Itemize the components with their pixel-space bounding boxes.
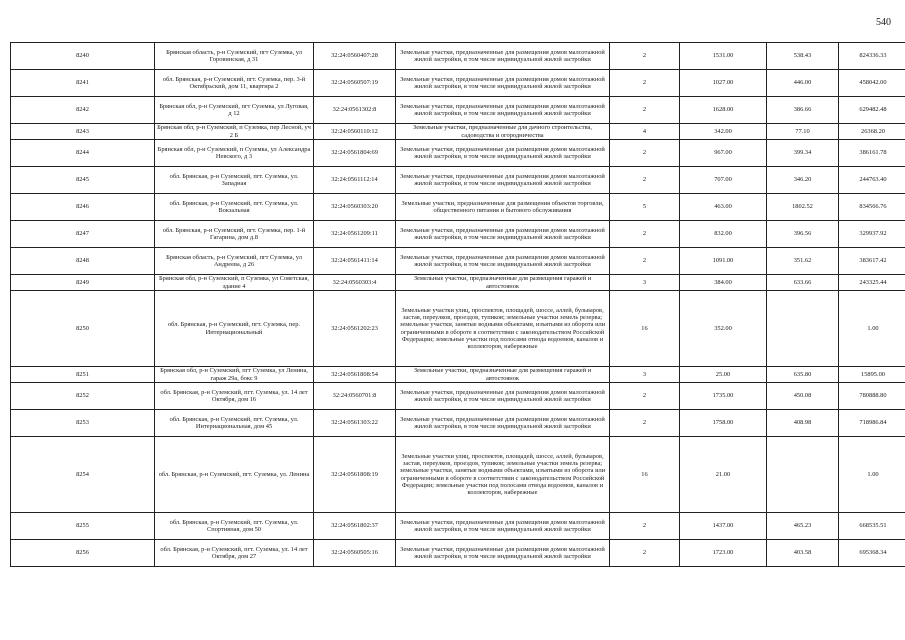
table-row: [11, 140, 905, 167]
land-use-group: 2: [610, 167, 680, 194]
cadastral-number: 32:24:0560303:4: [314, 275, 396, 291]
land-use-group: 2: [610, 383, 680, 410]
row-number: 8251: [11, 367, 155, 383]
cadastral-value: 1.00: [839, 437, 905, 513]
cadastral-value: 15895.00: [839, 367, 905, 383]
land-use-purpose: Земельные участки, предназначенные для размещения домов малоэтажной жилой застройки, в том числе индивидуальной жилой застройки: [396, 221, 610, 248]
specific-value: 351.62: [767, 248, 839, 275]
table-row: [11, 124, 905, 140]
address-cell: обл. Брянская, р-н Суземский, пгт. Суземка, ул. Интернациональная, дом 45: [155, 410, 314, 437]
land-use-purpose: Земельные участки улиц, проспектов, площадей, шоссе, аллей, бульваров, застав, переулков, проездов, тупиков; земельные участки земель резерва; земельные участки, занятые водными объектами, изъятыми из оборота или ограниченными в обороте в соответствии с законодательством Российской Федерации; земельные участки под полосами отвода водоемов, каналов и коллекторов, набережные: [396, 291, 610, 367]
land-use-group: 2: [610, 70, 680, 97]
cadastral-value: 834566.76: [839, 194, 905, 221]
cadastral-value: 1.00: [839, 291, 905, 367]
specific-value: 538.43: [767, 43, 839, 70]
specific-value: 386.66: [767, 97, 839, 124]
area-value: 384.00: [680, 275, 767, 291]
land-use-purpose: Земельные участки, предназначенные для размещения домов малоэтажной жилой застройки, в том числе индивидуальной жилой застройки: [396, 167, 610, 194]
cadastral-value: 780888.80: [839, 383, 905, 410]
land-use-group: 2: [610, 221, 680, 248]
row-number: 8243: [11, 124, 155, 140]
table-row: [11, 275, 905, 291]
address-cell: Брянская обл, р-н Суземский, пгт Суземка, ул Луговая, д 12: [155, 97, 314, 124]
land-use-group: 2: [610, 140, 680, 167]
address-cell: Брянская область, р-н Суземский, пгт Суземка, ул Андреева, д 26: [155, 248, 314, 275]
address-cell: обл. Брянская, р-н Суземский, пгт. Суземка, пер. 3-й Октябрьский, дом 11, квартира 2: [155, 70, 314, 97]
cadastral-number: 32:24:0560505:16: [314, 540, 396, 567]
land-use-purpose: Земельные участки, предназначенные для размещения домов малоэтажной жилой застройки, в том числе индивидуальной жилой застройки: [396, 70, 610, 97]
cadastral-value: 668535.51: [839, 513, 905, 540]
land-use-group: 2: [610, 540, 680, 567]
area-value: 967.00: [680, 140, 767, 167]
specific-value: 635.80: [767, 367, 839, 383]
area-value: 832.00: [680, 221, 767, 248]
specific-value: [767, 437, 839, 513]
table-row: [11, 367, 905, 383]
table-row: [11, 248, 905, 275]
cadastral-number: 32:24:0560701:8: [314, 383, 396, 410]
table-row: [11, 43, 905, 70]
land-use-group: 4: [610, 124, 680, 140]
cadastral-number: 32:24:0561209:11: [314, 221, 396, 248]
row-number: 8245: [11, 167, 155, 194]
specific-value: 446.00: [767, 70, 839, 97]
specific-value: 465.23: [767, 513, 839, 540]
land-use-purpose: Земельные участки, предназначенные для размещения объектов торговли, общественного питания и бытового обслуживания: [396, 194, 610, 221]
specific-value: [767, 291, 839, 367]
cadastral-number: 32:24:0561808:19: [314, 437, 396, 513]
land-use-group: 3: [610, 367, 680, 383]
cadastral-value: 718986.84: [839, 410, 905, 437]
area-value: 1027.00: [680, 70, 767, 97]
table-row: [11, 291, 905, 367]
land-use-group: 16: [610, 437, 680, 513]
cadastral-number: 32:24:0561202:23: [314, 291, 396, 367]
specific-value: 403.58: [767, 540, 839, 567]
row-number: 8250: [11, 291, 155, 367]
land-use-purpose: Земельные участки, предназначенные для размещения гаражей и автостоянок: [396, 367, 610, 383]
area-value: 1735.00: [680, 383, 767, 410]
row-number: 8253: [11, 410, 155, 437]
page-number: 540: [876, 17, 891, 28]
table-row: [11, 70, 905, 97]
land-use-group: 2: [610, 513, 680, 540]
address-cell: Брянская обл, р-н Суземский, п Суземка, ул Советская, здание 4: [155, 275, 314, 291]
land-use-purpose: Земельные участки, предназначенные для размещения домов малоэтажной жилой застройки, в том числе индивидуальной жилой застройки: [396, 513, 610, 540]
cadastral-value: 329937.92: [839, 221, 905, 248]
cadastral-number: 32:24:0561112:14: [314, 167, 396, 194]
table-row: [11, 410, 905, 437]
table-row: [11, 194, 905, 221]
row-number: 8256: [11, 540, 155, 567]
cadastral-value: 26368.20: [839, 124, 905, 140]
address-cell: обл. Брянская, р-н Суземский, пгт. Суземка, ул. 14 лет Октября, дом 27: [155, 540, 314, 567]
row-number: 8242: [11, 97, 155, 124]
specific-value: 450.08: [767, 383, 839, 410]
area-value: 1531.00: [680, 43, 767, 70]
specific-value: 346.20: [767, 167, 839, 194]
specific-value: 396.56: [767, 221, 839, 248]
cadastral-value: 244763.40: [839, 167, 905, 194]
land-use-group: 2: [610, 43, 680, 70]
row-number: 8252: [11, 383, 155, 410]
cadastral-number: 32:24:0561804:69: [314, 140, 396, 167]
table-row: [11, 97, 905, 124]
area-value: 707.00: [680, 167, 767, 194]
land-use-group: 16: [610, 291, 680, 367]
address-cell: обл. Брянская, р-н Суземский, пгт. Суземка, ул. 14 лет Октября, дом 16: [155, 383, 314, 410]
land-registry-table: [10, 42, 905, 567]
area-value: 463.00: [680, 194, 767, 221]
address-cell: обл. Брянская, р-н Суземский, пгт. Суземка, ул. Вокзальная: [155, 194, 314, 221]
area-value: 352.00: [680, 291, 767, 367]
land-use-purpose: Земельные участки улиц, проспектов, площадей, шоссе, аллей, бульваров, застав, переулков, проездов, тупиков; земельные участки земель резерва; земельные участки, занятые водными объектами, изъятыми из оборота или ограниченными в обороте в соответствии с законодательством Российской Федерации; земельные участки под полосами отвода водоемов, каналов и коллекторов, набережные: [396, 437, 610, 513]
area-value: 25.00: [680, 367, 767, 383]
cadastral-value: 383617.42: [839, 248, 905, 275]
cadastral-value: 386161.78: [839, 140, 905, 167]
row-number: 8248: [11, 248, 155, 275]
address-cell: обл. Брянская, р-н Суземский, пгт. Суземка, ул. Ленина: [155, 437, 314, 513]
table-row: [11, 221, 905, 248]
area-value: 1723.00: [680, 540, 767, 567]
land-use-group: 2: [610, 248, 680, 275]
cadastral-value: 824336.33: [839, 43, 905, 70]
specific-value: 1802.52: [767, 194, 839, 221]
area-value: 1628.00: [680, 97, 767, 124]
area-value: 21.00: [680, 437, 767, 513]
row-number: 8249: [11, 275, 155, 291]
table-row: [11, 167, 905, 194]
cadastral-value: 629482.48: [839, 97, 905, 124]
address-cell: обл. Брянская, р-н Суземский, пгт. Суземка, ул. Западная: [155, 167, 314, 194]
cadastral-value: 458042.00: [839, 70, 905, 97]
address-cell: обл. Брянская, р-н Суземский, пгт. Суземка, ул. Спортивная, дом 50: [155, 513, 314, 540]
land-use-purpose: Земельные участки, предназначенные для дачного строительства, садоводства и огородничества: [396, 124, 610, 140]
cadastral-value: 695368.34: [839, 540, 905, 567]
table-body: [11, 43, 905, 567]
address-cell: Брянская обл, р-н Суземский, пгт Суземка, ул Ленина, гараж 29а, бокс 9: [155, 367, 314, 383]
table-row: [11, 513, 905, 540]
address-cell: обл. Брянская, р-н Суземский, пгт. Суземка, пер. Интернациональный: [155, 291, 314, 367]
row-number: 8246: [11, 194, 155, 221]
land-use-purpose: Земельные участки, предназначенные для размещения домов малоэтажной жилой застройки, в том числе индивидуальной жилой застройки: [396, 97, 610, 124]
address-cell: Брянская область, р-н Суземский, пгт Суземка, ул Горовинская, д 31: [155, 43, 314, 70]
land-use-group: 5: [610, 194, 680, 221]
area-value: 1758.00: [680, 410, 767, 437]
row-number: 8255: [11, 513, 155, 540]
area-value: 342.00: [680, 124, 767, 140]
land-use-group: 2: [610, 410, 680, 437]
land-use-group: 3: [610, 275, 680, 291]
row-number: 8247: [11, 221, 155, 248]
row-number: 8241: [11, 70, 155, 97]
row-number: 8244: [11, 140, 155, 167]
land-use-purpose: Земельные участки, предназначенные для размещения домов малоэтажной жилой застройки, в том числе индивидуальной жилой застройки: [396, 383, 610, 410]
specific-value: 77.10: [767, 124, 839, 140]
row-number: 8240: [11, 43, 155, 70]
land-use-purpose: Земельные участки, предназначенные для размещения домов малоэтажной жилой застройки, в том числе индивидуальной жилой застройки: [396, 248, 610, 275]
cadastral-number: 32:24:0561411:14: [314, 248, 396, 275]
table-row: [11, 540, 905, 567]
land-use-purpose: Земельные участки, предназначенные для размещения домов малоэтажной жилой застройки, в том числе индивидуальной жилой застройки: [396, 410, 610, 437]
land-use-purpose: Земельные участки, предназначенные для размещения гаражей и автостоянок: [396, 275, 610, 291]
cadastral-value: 243325.44: [839, 275, 905, 291]
specific-value: 399.34: [767, 140, 839, 167]
address-cell: Брянская обл, р-н Суземский, п Суземка, пер Лесной, уч 2 Б: [155, 124, 314, 140]
land-use-purpose: Земельные участки, предназначенные для размещения домов малоэтажной жилой застройки, в том числе индивидуальной жилой застройки: [396, 43, 610, 70]
cadastral-number: 32:24:0561302:8: [314, 97, 396, 124]
table-row: [11, 383, 905, 410]
cadastral-number: 32:24:0561808:54: [314, 367, 396, 383]
cadastral-number: 32:24:0560303:20: [314, 194, 396, 221]
cadastral-number: 32:24:0560407:28: [314, 43, 396, 70]
cadastral-number: 32:24:0561303:22: [314, 410, 396, 437]
row-number: 8254: [11, 437, 155, 513]
area-value: 1437.00: [680, 513, 767, 540]
specific-value: 408.98: [767, 410, 839, 437]
table-row: [11, 437, 905, 513]
address-cell: Брянская обл, р-н Суземский, п Суземка, ул Александра Невского, д 3: [155, 140, 314, 167]
cadastral-number: 32:24:0560110:12: [314, 124, 396, 140]
area-value: 1091.00: [680, 248, 767, 275]
address-cell: обл. Брянская, р-н Суземский, пгт. Суземка, пер. 1-й Гагарина, дом д.8: [155, 221, 314, 248]
specific-value: 633.66: [767, 275, 839, 291]
land-use-group: 2: [610, 97, 680, 124]
cadastral-number: 32:24:0561802:37: [314, 513, 396, 540]
land-use-purpose: Земельные участки, предназначенные для размещения домов малоэтажной жилой застройки, в том числе индивидуальной жилой застройки: [396, 140, 610, 167]
cadastral-number: 32:24:0560507:19: [314, 70, 396, 97]
land-use-purpose: Земельные участки, предназначенные для размещения домов малоэтажной жилой застройки, в том числе индивидуальной жилой застройки: [396, 540, 610, 567]
